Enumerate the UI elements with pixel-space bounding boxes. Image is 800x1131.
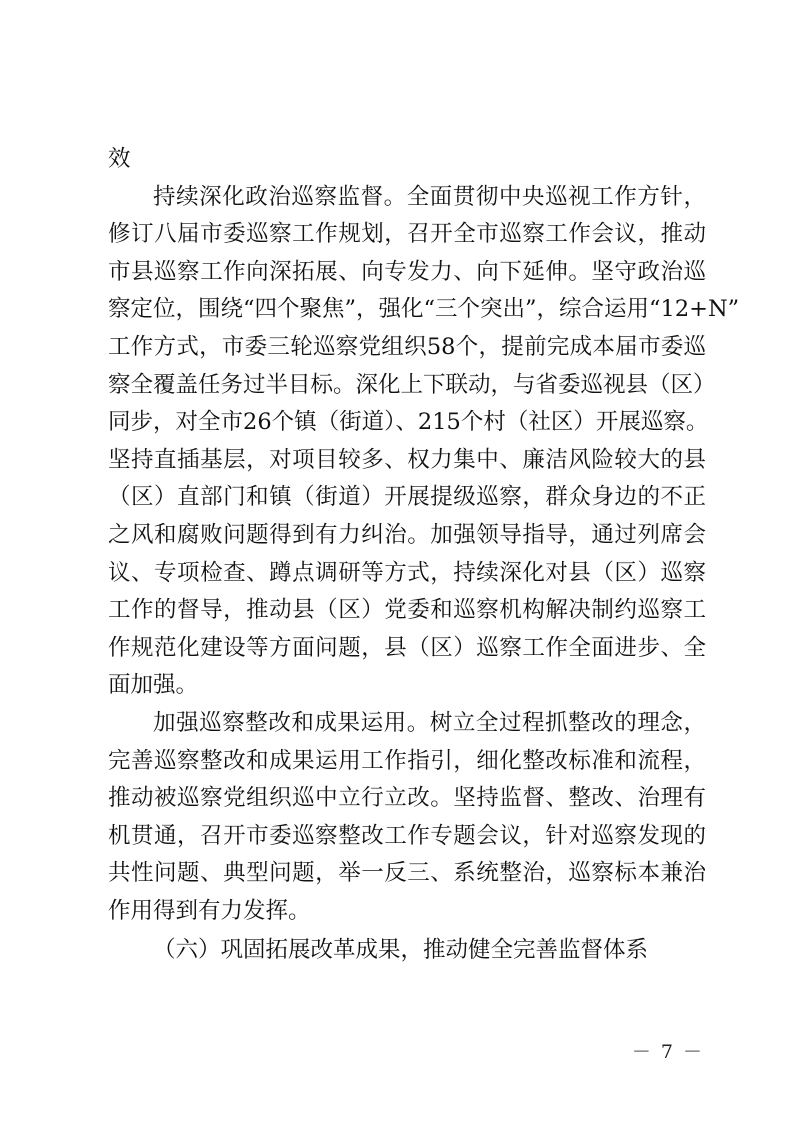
text-line: 坚持直插基层，对项目较多、权力集中、廉洁风险较大的县 xyxy=(108,446,706,473)
text-line: 作用得到有力发挥。 xyxy=(108,897,311,924)
text-line: 察定位，围绕“四个聚焦”，强化“三个突出”，综合运用“12+N” xyxy=(108,296,740,323)
text-line: 持续深化政治巡察监督。全面贯彻中央巡视工作方针， xyxy=(153,183,706,210)
text-line: 共性问题、典型问题，举一反三、系统整治，巡察标本兼治 xyxy=(108,860,706,887)
text-line: 察全覆盖任务过半目标。深化上下联动，与省委巡视县（区） xyxy=(108,371,716,398)
text-line: 机贯通，召开市委巡察整改工作专题会议，针对巡察发现的 xyxy=(108,822,706,849)
text-line: 工作方式，市委三轮巡察党组织58个，提前完成本届市委巡 xyxy=(108,333,706,360)
text-line: （区）直部门和镇（街道）开展提级巡察，群众身边的不正 xyxy=(108,484,706,511)
text-line: 之风和腐败问题得到有力纠治。加强领导指导，通过列席会 xyxy=(108,521,706,548)
section-heading: （六）巩固拓展改革成果，推动健全完善监督体系 xyxy=(153,937,649,964)
text-line: 效 xyxy=(108,146,131,172)
text-line: 议、专项检查、蹲点调研等方式，持续深化对县（区）巡察 xyxy=(108,559,706,586)
text-line: 作规范化建设等方面问题，县（区）巡察工作全面进步、全 xyxy=(108,634,706,661)
page-number: － 7 － xyxy=(631,1041,704,1063)
body-text xyxy=(108,141,740,970)
text-line: 推动被巡察党组织巡中立行立改。坚持监督、整改、治理有 xyxy=(108,785,706,812)
text-line: 面加强。 xyxy=(108,672,199,699)
text-line: 工作的督导，推动县（区）党委和巡察机构解决制约巡察工 xyxy=(108,597,706,624)
text-line: 修订八届市委巡察工作规划，召开全市巡察工作会议，推动 xyxy=(108,221,706,248)
text-line: 同步，对全市26个镇（街道）、215个村（社区）开展巡察。 xyxy=(108,409,709,436)
text-line: 完善巡察整改和成果运用工作指引，细化整改标准和流程， xyxy=(108,747,706,774)
text-line: 市县巡察工作向深拓展、向专发力、向下延伸。坚守政治巡 xyxy=(108,258,706,285)
text-line: 加强巡察整改和成果运用。树立全过程抓整改的理念， xyxy=(153,709,706,736)
